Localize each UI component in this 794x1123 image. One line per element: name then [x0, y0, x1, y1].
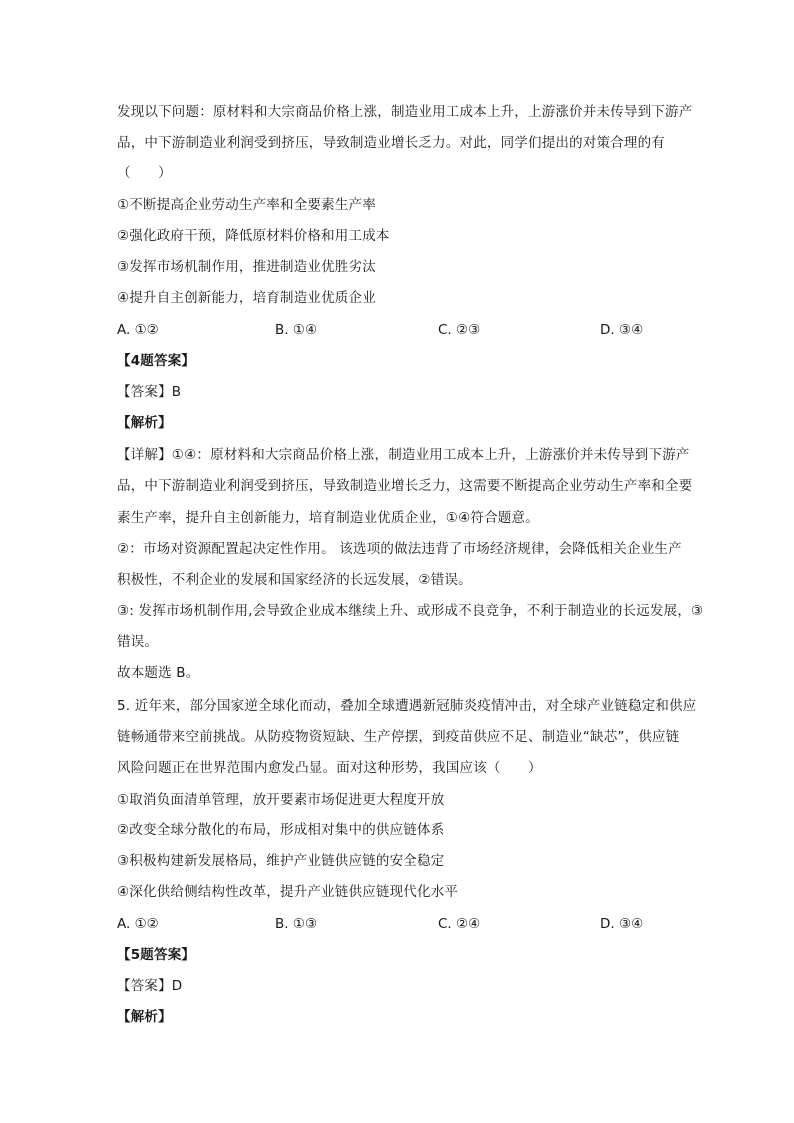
- q4-option-c: C. ②③: [438, 322, 481, 338]
- q4-explanation-line: 【详解】①④：原材料和大宗商品价格上涨，制造业用工成本上升，上游涨价并未传导到下游产: [117, 447, 690, 463]
- q5-statement: ②改变全球分散化的布局，形成相对集中的供应链体系: [117, 822, 445, 838]
- q5-statement: ③积极构建新发展格局，维护产业链供应链的安全稳定: [117, 853, 445, 869]
- q4-stem-line: 发现以下问题：原材料和大宗商品价格上涨，制造业用工成本上升，上游涨价并未传导到下游产: [117, 104, 693, 120]
- q5-stem-line: 风险问题正在世界范围内愈发凸显。面对这种形势，我国应该（ ）: [117, 760, 542, 776]
- q4-answer: 【答案】B: [117, 384, 182, 400]
- q5-analysis-heading: 【解析】: [117, 1009, 172, 1025]
- q4-answer-heading: 【4题答案】: [117, 353, 196, 369]
- q5-stem-line: 5. 近年来，部分国家逆全球化而动，叠加全球遭遇新冠肺炎疫情冲击，对全球产业链稳定和供应: [117, 698, 697, 714]
- q4-option-b: B. ①④: [275, 322, 318, 338]
- q4-explanation-line: ②：市场对资源配置起决定性作用。 该选项的做法违背了市场经济规律，会降低相关企业生产: [117, 541, 682, 557]
- q5-answer: 【答案】D: [117, 978, 183, 994]
- q4-statement: ③发挥市场机制作用，推进制造业优胜劣汰: [117, 259, 376, 275]
- q4-explanation-line: ③: 发挥市场机制作用,会导致企业成本继续上升、或形成不良竞争，不利于制造业的长远发展，③: [117, 603, 704, 619]
- q4-stem-line: （ ）: [117, 165, 172, 181]
- q4-statement: ④提升自主创新能力，培育制造业优质企业: [117, 290, 376, 306]
- q4-option-a: A. ①②: [117, 322, 159, 338]
- q5-option-a: A. ①②: [117, 916, 159, 932]
- q4-explanation-line: 故本题选 B。: [117, 665, 200, 681]
- q5-option-d: D. ③④: [600, 916, 644, 932]
- q5-option-b: B. ①③: [275, 916, 318, 932]
- q4-stem-line: 品，中下游制造业利润受到挤压，导致制造业增长乏力。对此，同学们提出的对策合理的有: [117, 135, 665, 151]
- q4-option-d: D. ③④: [600, 322, 644, 338]
- q5-statement: ④深化供给侧结构性改革，提升产业链供应链现代化水平: [117, 884, 459, 900]
- q4-analysis-heading: 【解析】: [117, 415, 172, 431]
- q4-explanation-line: 品，中下游制造业利润受到挤压，导致制造业增长乏力，这需要不断提高企业劳动生产率和全要: [117, 478, 693, 494]
- q4-explanation-line: 素生产率，提升自主创新能力，培育制造业优质企业，①④符合题意。: [117, 510, 539, 526]
- q4-explanation-line: 积极性，不利企业的发展和国家经济的长远发展，②错误。: [117, 572, 472, 588]
- q5-statement: ①取消负面清单管理，放开要素市场促进更大程度开放: [117, 792, 445, 808]
- q4-statement: ①不断提高企业劳动生产率和全要素生产率: [117, 197, 376, 213]
- q5-answer-heading: 【5题答案】: [117, 947, 196, 963]
- q5-option-c: C. ②④: [438, 916, 481, 932]
- q4-statement: ②强化政府干预，降低原材料价格和用工成本: [117, 228, 390, 244]
- q5-stem-line: 链畅通带来空前挑战。从防疫物资短缺、生产停摆，到疫苗供应不足、制造业“缺芯”，供应链: [117, 729, 680, 745]
- q4-explanation-line: 错误。: [117, 634, 159, 650]
